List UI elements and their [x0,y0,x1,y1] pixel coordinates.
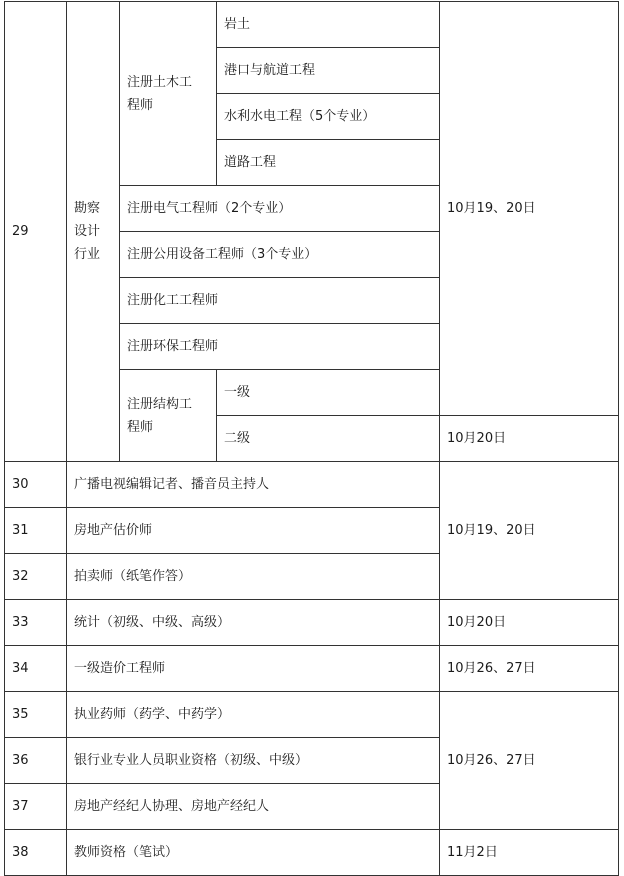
exam-date-cell: 10月19、20日 [440,2,619,416]
exam-name-cell: 一级造价工程师 [67,646,440,692]
civil-engineer-cell: 注册土木工程师 [120,2,217,186]
structural-engineer-cell: 注册结构工程师 [120,370,217,462]
exam-date-cell: 10月19、20日 [440,462,619,600]
row-number: 33 [5,600,67,646]
exam-name-cell: 房地产经纪人协理、房地产经纪人 [67,784,440,830]
row-number: 35 [5,692,67,738]
exam-date-cell: 10月20日 [440,600,619,646]
utility-engineer-cell: 注册公用设备工程师（3个专业） [120,232,440,278]
exam-schedule-table [4,1,619,876]
table-row [5,830,619,876]
row-number: 31 [5,508,67,554]
level-cell: 二级 [217,416,440,462]
row-number: 34 [5,646,67,692]
row-number: 37 [5,784,67,830]
row-number: 30 [5,462,67,508]
table-row [5,600,619,646]
row-number: 32 [5,554,67,600]
exam-name-cell: 统计（初级、中级、高级） [67,600,440,646]
exam-date-cell: 10月20日 [440,416,619,462]
level-cell: 一级 [217,370,440,416]
exam-name-cell: 广播电视编辑记者、播音员主持人 [67,462,440,508]
electrical-engineer-cell: 注册电气工程师（2个专业） [120,186,440,232]
specialty-cell: 水利水电工程（5个专业） [217,94,440,140]
exam-name-cell: 拍卖师（纸笔作答） [67,554,440,600]
industry-cell: 勘察设计行业 [67,2,120,462]
specialty-cell: 港口与航道工程 [217,48,440,94]
exam-name-cell: 执业药师（药学、中药学） [67,692,440,738]
row-number: 38 [5,830,67,876]
table-row [5,646,619,692]
chemical-engineer-cell: 注册化工工程师 [120,278,440,324]
table-row [5,2,619,48]
row-number: 29 [5,2,67,462]
exam-name-cell: 房地产估价师 [67,508,440,554]
table-row [5,692,619,738]
table-row [5,462,619,508]
exam-date-cell: 11月2日 [440,830,619,876]
row-number: 36 [5,738,67,784]
environmental-engineer-cell: 注册环保工程师 [120,324,440,370]
exam-date-cell: 10月26、27日 [440,646,619,692]
exam-name-cell: 银行业专业人员职业资格（初级、中级） [67,738,440,784]
specialty-cell: 道路工程 [217,140,440,186]
exam-date-cell: 10月26、27日 [440,692,619,830]
specialty-cell: 岩土 [217,2,440,48]
exam-name-cell: 教师资格（笔试） [67,830,440,876]
